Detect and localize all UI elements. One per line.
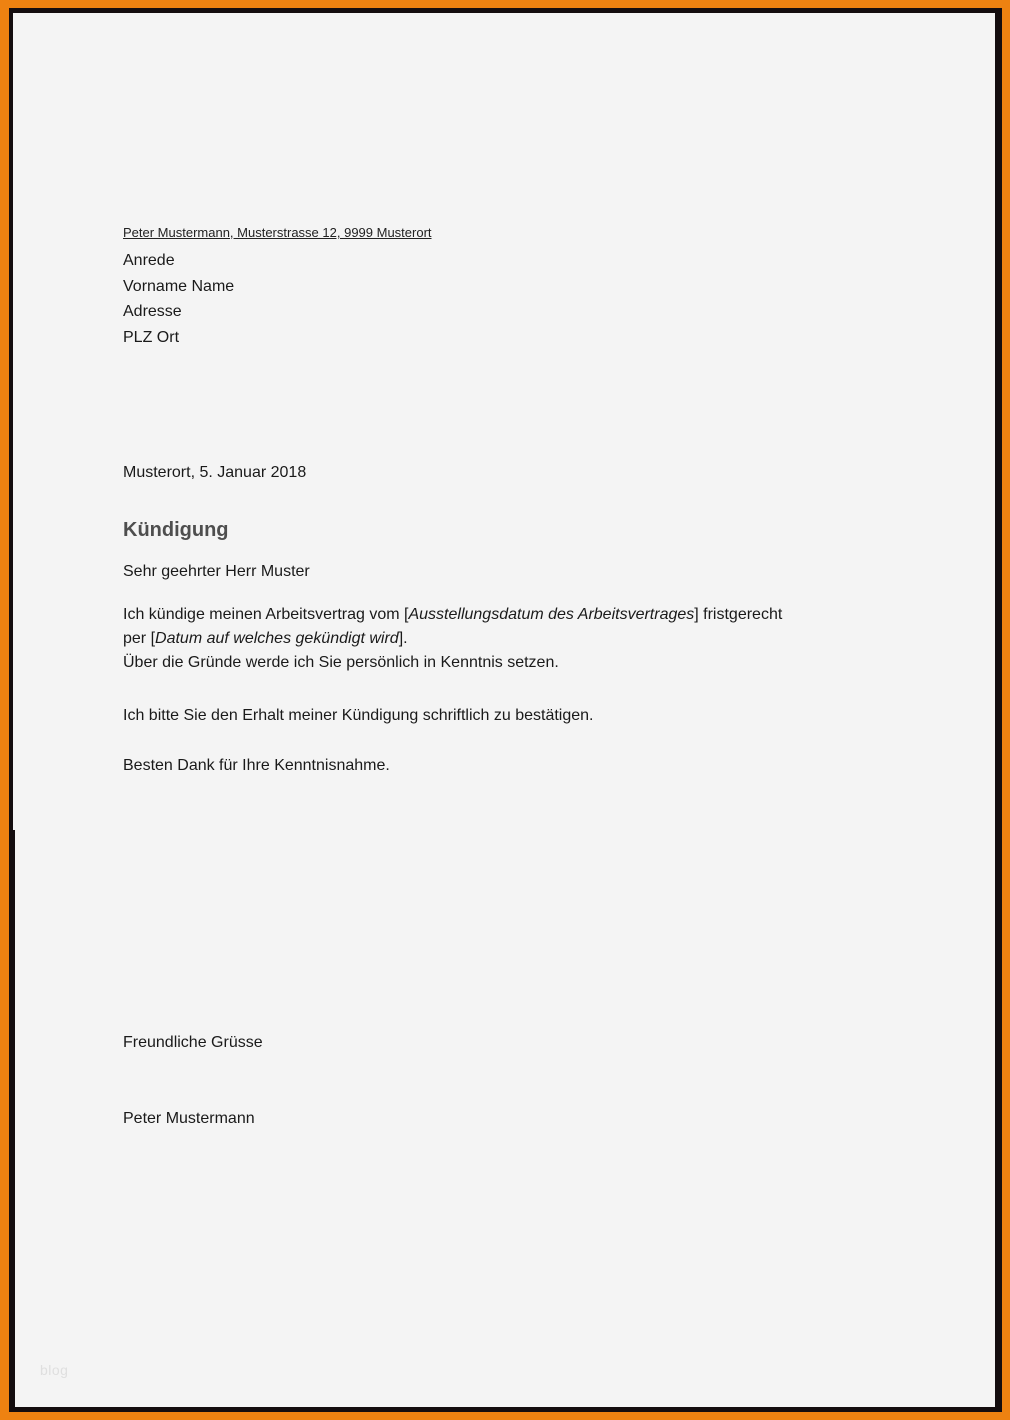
- recipient-line-anrede: Anrede: [123, 252, 175, 269]
- recipient-line-name: Vorname Name: [123, 277, 235, 295]
- closing-line: Freundliche Grüsse: [123, 1034, 263, 1051]
- page-frame-inner: [9, 8, 1002, 1412]
- recipient-line-plz-ort: PLZ Ort: [123, 328, 180, 346]
- p1-line1-placeholder: Ausstellungsdatum des Arbeitsvertrages: [408, 606, 695, 623]
- recipient-address-block: [123, 248, 234, 350]
- p1-line1-post: ] fristgerecht: [694, 606, 783, 623]
- p1-line2-pre: per [: [123, 630, 156, 647]
- p1-line2-post: ].: [398, 630, 408, 647]
- body-paragraph-3: Besten Dank für Ihre Kenntnisnahme.: [123, 757, 390, 774]
- watermark-blog: blog: [40, 1362, 69, 1378]
- p1-line2-placeholder: Datum auf welches gekündigt wird: [155, 630, 399, 647]
- salutation-line: Sehr geehrter Herr Muster: [123, 563, 310, 580]
- recipient-line-adresse: Adresse: [123, 303, 182, 321]
- date-line: Musterort, 5. Januar 2018: [123, 464, 307, 481]
- left-border-seam: [9, 830, 15, 1412]
- p1-line1-pre: Ich kündige meinen Arbeitsvertrag vom [: [123, 606, 409, 623]
- p1-line3: Über die Gründe werde ich Sie persönlich in Kenntnis setzen.: [123, 654, 559, 671]
- subject-heading: Kündigung: [123, 519, 229, 541]
- body-paragraph-1: [123, 603, 782, 675]
- signature-name: Peter Mustermann: [123, 1110, 255, 1127]
- sender-line: Peter Mustermann, Musterstrasse 12, 9999 Musterort: [123, 225, 432, 240]
- body-paragraph-2: Ich bitte Sie den Erhalt meiner Kündigung schriftlich zu bestätigen.: [123, 707, 594, 724]
